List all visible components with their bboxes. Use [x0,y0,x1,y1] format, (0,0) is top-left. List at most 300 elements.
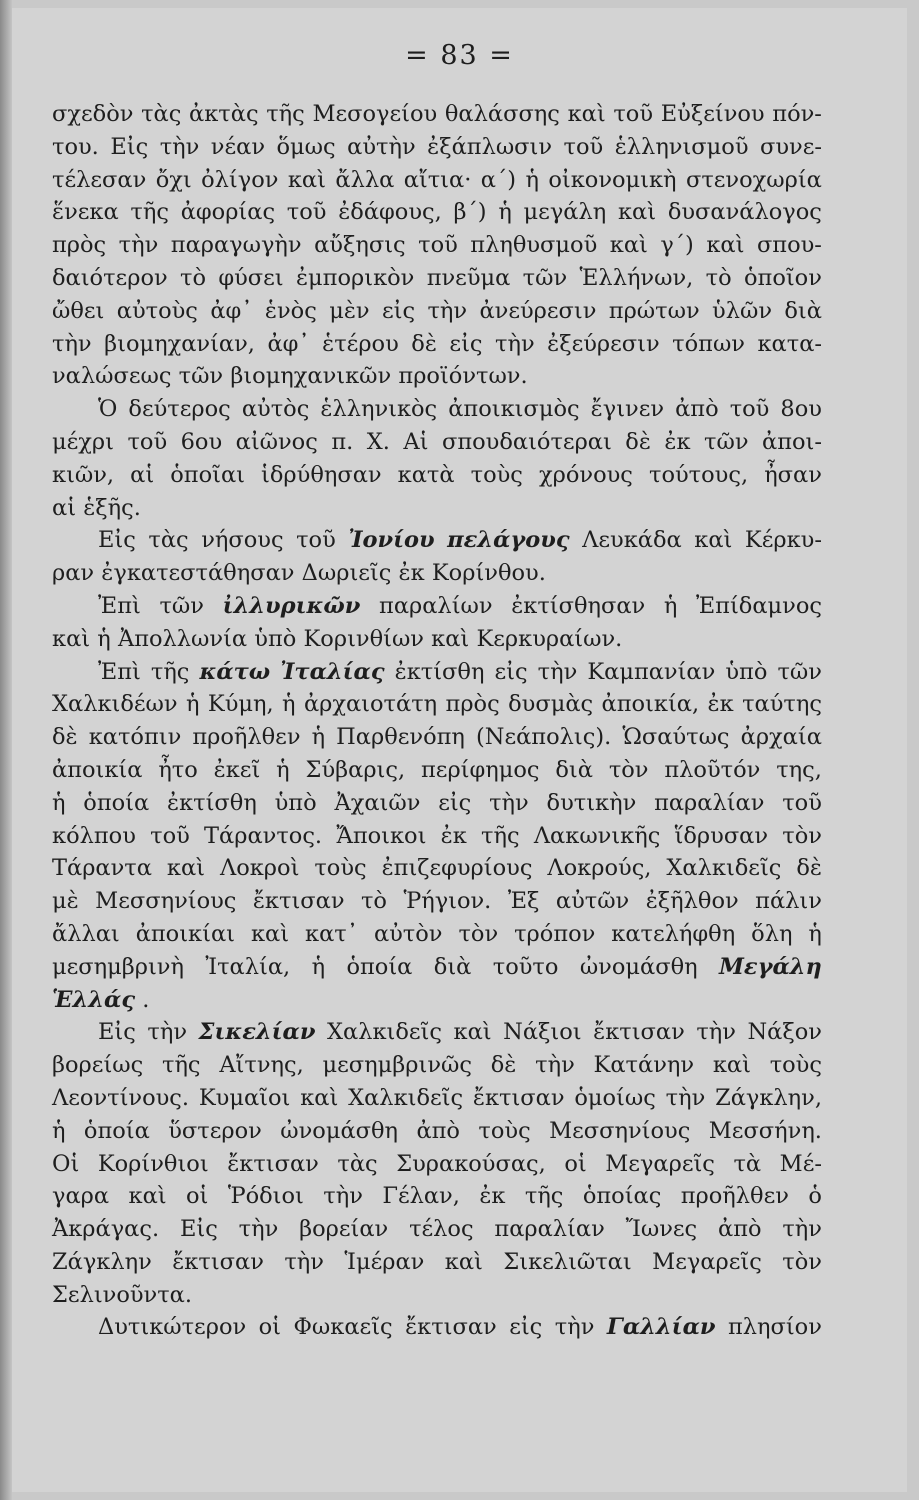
word: Τάραντος. [204,822,323,849]
word: ὤθει [52,297,105,324]
text-line [52,1213,822,1246]
word: Γέλαν, [382,1183,460,1210]
word: Αἴτνης, [219,1052,304,1079]
word: τούτους, [649,461,749,488]
page-binding-shadow [0,0,12,1500]
word: Μέ- [779,1150,822,1177]
word: τὸν [782,1248,822,1275]
text-line [52,1180,822,1213]
word: Σύβαρις, [305,756,406,783]
word: τὰς [141,101,182,127]
word: βορείως [52,1052,144,1079]
word: ὠνομάσθη [280,1117,399,1144]
word: ἐκεῖ [213,756,261,783]
word: ἐκ [440,822,467,849]
word: ἄλλα [335,166,395,193]
word: Αἱ [403,428,429,455]
word: πρώτων [608,297,700,324]
word: εἰς [509,1314,543,1341]
word: Ῥήγιον. [403,888,492,915]
word: καὶ [617,199,657,226]
word: καὶ [287,166,326,193]
word: Ἑλλήνων, [579,264,694,291]
word: τρόπον [514,920,596,947]
word: οἱ [258,1314,282,1341]
word: ἡ [52,1117,66,1144]
word: ἐξῆλθον [645,888,739,915]
word: τόπων [672,330,745,357]
word: διὰ [784,297,822,324]
word: ἱδρύθησαν [261,461,382,488]
word: σπου- [756,232,822,259]
word: ἦτο [158,756,198,783]
word: κατόπιν [88,724,182,751]
word: ἄλλαι [52,920,120,947]
word: τὸν [608,756,649,783]
word: ὑλῶν [712,297,772,324]
word: Συρακούσας, [396,1150,546,1177]
word: τῶν [178,363,224,390]
word: ὁποία [83,789,150,816]
word: ἔκτισαν [172,1248,264,1275]
word: τοῦ [782,789,822,816]
word: τὴν [696,1019,736,1046]
text-line [52,131,822,164]
word: Λοκροὶ [219,855,300,882]
word: αὔξησις [314,232,406,259]
word: Μεγαρεῖς [652,1248,762,1275]
word: τῆς [130,199,169,226]
word: ἡ [311,724,326,751]
word: καὶ [52,625,91,652]
text-line [52,656,822,689]
word: τῆς [524,1183,564,1210]
word: Ὡσαύτως [622,724,730,751]
word: δυτικὴν [546,789,637,816]
word: Κατάνην [593,1052,695,1079]
word: τοῦ [127,428,168,455]
word: Λακωνικῆς [533,822,661,849]
word: δὲ [796,855,822,882]
word: καὶ [453,1019,492,1046]
word: ἑξῆς. [83,494,141,521]
word: ἀφ᾽ [267,330,310,357]
emphasized-word: Ἑλλάς [52,986,136,1013]
word: Χαλκιδεῖς [348,1084,464,1111]
word: δεύτερος [128,396,231,423]
word: Ἐπὶ [98,658,141,685]
text-line [52,754,822,787]
word: Δωριεῖς [301,560,392,587]
word: μεγάλη [523,199,607,226]
word: αἴτια· [403,166,472,193]
word: Ἐπὶ [98,592,141,619]
text-line [52,1016,822,1049]
word: Ζάγκλην [52,1248,152,1275]
word: ἐξάπλωσιν [427,133,553,160]
word: τῆς [481,822,520,849]
word: Ῥόδιοι [227,1183,304,1210]
word: ὁποῖαι [170,461,245,488]
word: τῶν [704,428,749,455]
word: ἀπὸ [675,396,719,423]
word: ἡ [498,199,512,226]
word: ἑτέρου [322,330,399,357]
word: δὲ [625,428,651,455]
word: αὐτὸς [241,396,310,423]
word: Ζάγκλην, [715,1084,822,1111]
word: Ἰταλία, [205,953,291,980]
word: κατελήφθη [611,920,736,947]
word: τὸ [360,888,387,915]
emphasized-word: κάτω [199,658,271,685]
text-line [52,721,822,754]
word: τῶν [522,264,568,291]
word: του. [52,133,99,160]
word: καὶ [128,1183,167,1210]
word: Τάραντα [52,855,152,882]
word: Ἀπολλωνία [117,625,248,652]
word: μὲ [52,888,79,915]
text-line [52,98,822,131]
word: 8ου [780,396,822,423]
word: εἰς [438,789,472,816]
word: τὰς [148,527,189,554]
word: γαρα [52,1183,110,1210]
word: τοὺς [769,1052,822,1079]
word: (Νεάπολις). [475,724,612,751]
word: ἐκ [479,1183,506,1210]
word: ὁμοίως [574,1084,656,1111]
word: ὑπὸ [254,625,297,652]
word: ἐξεύρεσιν [547,330,660,357]
word: τέλος [409,1216,474,1243]
word: Ἐξ [507,888,540,915]
text-line [52,688,822,721]
text-line [52,984,822,1017]
word: Ἐπίδαμνος [695,592,822,619]
word: καὶ [444,1248,483,1275]
word: κατ᾽ [305,920,358,947]
word: τὰς [337,1150,378,1177]
text-line [52,1279,822,1312]
word: Λεοντίνους. [52,1084,190,1111]
word: αὐτὴν [347,133,416,160]
word: καὶ [166,855,205,882]
word: σπουδαιότεραι [441,428,612,455]
word: ἐκ [398,560,425,587]
word: τὴν [489,789,529,816]
word: Μεσσήνη. [708,1117,822,1144]
word: τοῦ [286,199,327,226]
text-line [52,328,822,361]
word: μὲν [329,297,370,324]
word: ὁποία [346,953,413,980]
word: τῶν [777,658,822,685]
word: ἔκτισαν [593,1019,685,1046]
emphasized-word: Γαλλίαν [606,1314,716,1341]
text-line [52,393,822,426]
word: τὴν [323,1183,363,1210]
word: πόν- [772,101,822,127]
word: Λευκάδα [582,527,682,554]
word: Εὐξείνου [660,101,765,127]
word: θαλάσσης [444,101,560,127]
word: ραν [52,560,95,587]
word: Κυμαῖοι [198,1084,291,1111]
emphasized-word: Ἰταλίας [280,658,385,685]
word: ὑπὸ [725,658,768,685]
word: ἀποικίαι [135,920,235,947]
word: στενοχωρία [685,166,822,193]
word: οἱ [564,1150,587,1177]
text-line [52,426,822,459]
word: πρὸς [52,232,107,259]
word: ἐμπορικὸν [295,264,415,291]
word: ἵδρυσαν [674,822,769,849]
word: πλοῦτόν [664,756,761,783]
word: ἔκτισαν [227,1150,319,1177]
word: τοῦ [418,232,458,259]
word: ἔκτισαν [252,888,345,915]
word: Νάξον [747,1019,822,1046]
word: ἦσαν [764,461,822,488]
word: Καμπανίαν [587,658,716,685]
word: οἰκονομικὴ [548,166,677,193]
word: ὁποία [83,1117,150,1144]
word: βορείαν [299,1216,389,1243]
word: Εἰς [98,1019,136,1046]
word: καὶ [694,527,733,554]
text-line [52,492,822,525]
word: διὰ [433,953,472,980]
word: ἡ [525,166,539,193]
word: Κερκυραίων. [476,625,623,652]
word: παραλίαν [494,1216,605,1243]
word: ἀποικία [52,756,143,783]
word: καὶ [300,1084,339,1111]
word: δὲ [52,724,78,751]
word: διὰ [555,756,593,783]
word: νέαν [210,133,266,160]
word: πνεῦμα [426,264,511,291]
word: παραγωγὴν [170,232,302,259]
word: Μεσογείου [312,101,438,127]
word: ἡ [276,756,290,783]
word: Ἄποικοι [336,822,427,849]
word: αἰῶνος [235,428,318,455]
word: Κύμη, [207,691,274,718]
word: ἡ [663,592,678,619]
word: προϊόντων. [398,363,528,390]
word: δὲ [490,1052,517,1079]
word: κατα- [757,330,822,357]
word: α΄) [480,166,517,193]
word: Κορίνθιοι [97,1150,209,1177]
word: π. [331,428,354,455]
word: ἡ [808,920,822,947]
word: Παρθενόπη [336,724,465,751]
text-line [52,852,822,885]
word: τοὺς [470,461,523,488]
word: ἀποι- [762,428,822,455]
word: Δυτικώτερον [98,1314,247,1341]
word: τὸ [705,264,732,291]
text-line [52,885,822,918]
word: 6ου [180,428,223,455]
word: παραλίων [379,592,493,619]
word: τοῦ [613,101,654,127]
word: χρόνους [539,461,633,488]
word: τὴν [52,330,92,357]
text-line [52,623,822,656]
word: Χ. [366,428,390,455]
word: Ἀκράγας. [52,1216,160,1243]
word: ἐδάφους, [338,199,442,226]
text-line [52,590,822,623]
word: τῆς [162,1052,201,1079]
word: οἱ [186,1183,209,1210]
word: Μεγαρεῖς [605,1150,715,1177]
text-line [52,557,822,590]
word: πάλιν [755,888,822,915]
word: ὅμως [276,133,336,160]
word: ἀφορίας [180,199,276,226]
word: ἐπιζεφυρίους [381,855,533,882]
word: εἰς [449,330,483,357]
word: μεσημβρινῶς [322,1052,472,1079]
word: ναλώσεως [52,363,172,390]
word: ἑνὸς [264,297,317,324]
text-line [52,360,822,393]
word: ὑπὸ [274,789,317,816]
word: τοῦ [563,133,604,160]
word: βιομηχανίαν, [104,330,255,357]
word: τοῦτο [492,953,559,980]
word: ὠνομάσθη [579,953,698,980]
text-line [52,1246,822,1279]
word: αὐτῶν [555,888,630,915]
word: δαιότερον [52,264,168,291]
word: κόλπου [52,822,136,849]
word: καὶ [567,101,606,127]
word: της, [776,756,822,783]
text-line [52,524,822,557]
word: αἱ [130,461,155,488]
word: ἀποικισμὸς [448,396,580,423]
word: νήσους [201,527,284,554]
emphasized-word: ἰλλυρικῶν [222,592,361,619]
text-line [52,1148,822,1181]
word: σχεδὸν [52,101,134,127]
word: ἀρχαία [740,724,822,751]
word: πληθυσμοῦ [470,232,598,259]
word: ἔγινεν [590,396,665,423]
word: Εἰς [179,1216,218,1243]
word: Χαλκιδέων [52,691,178,718]
text-line [52,918,822,951]
word: τοῦ [150,822,190,849]
text-line [52,951,822,984]
word: προῆλθεν [680,1183,789,1210]
body-text [52,98,822,1344]
word: ἡ [186,691,200,718]
text-line [52,820,822,853]
word: ἐκτίσθη [394,658,485,685]
word: ἡ [52,789,66,816]
word: Μεσσηνίους [95,888,237,915]
word: ἀποικία, [601,691,700,718]
word: αἱ [52,494,77,521]
word: Φωκαεῖς [293,1314,393,1341]
page-number: = 83 = [405,40,514,71]
word: τῆς [150,658,190,685]
word: τὴν [118,232,159,259]
word: δυσανάλογος [667,199,822,226]
word: Νάξιοι [503,1019,582,1046]
word: τῶν [159,592,204,619]
word: τὸν [458,920,499,947]
word: Ἱμέραν [344,1248,425,1275]
word: καὶ [431,625,470,652]
word: καὶ [609,232,648,259]
word: ἀπὸ [416,1117,460,1144]
word: ἐκ [664,428,691,455]
word: δὲ [411,330,437,357]
word: ἀρχαιοτάτη [303,691,438,718]
word: Ἀχαιῶν [334,789,421,816]
word: Λοκρούς, [547,855,652,882]
word: ὅλη [751,920,793,947]
text-line [52,164,822,197]
word: Χαλκιδεῖς [666,855,782,882]
word: ἐγκατεστάθησαν [101,560,295,587]
word: ὀλίγον [201,166,279,193]
word: ἡ [311,953,326,980]
text-line [52,1049,822,1082]
word: φύσει [218,264,284,291]
word: Ὁ [98,396,118,423]
word: . [142,986,150,1013]
word: κιῶν, [52,461,115,488]
word: Κορίνθου. [431,560,546,587]
text-line [52,787,822,820]
word: τὴν [495,330,535,357]
word: καὶ [250,920,290,947]
word: βιομηχανικῶν [230,363,392,390]
word: ἀκτὰς [189,101,259,127]
word: ἑλληνικὸς [320,396,438,423]
word: αὐτὸν [373,920,443,947]
word: Μεσσηνίους [549,1117,691,1144]
word: τὴν [147,1019,187,1046]
word: πρὸς [445,691,500,718]
word: εἰς [381,297,416,324]
word: τὸ [180,264,207,291]
word: ὁποῖον [743,264,822,291]
word: τὴν [665,1084,706,1111]
word: καὶ [706,232,745,259]
word: β΄) [453,199,487,226]
word: τὴν [284,1248,324,1275]
word: καὶ [712,1052,751,1079]
word: Σικελιῶται [503,1248,632,1275]
word: Οἱ [52,1150,80,1177]
text-line [52,1082,822,1115]
word: Χαλκιδεῖς [327,1019,442,1046]
word: τὴν [537,658,578,685]
word: ἕνεκα [52,199,119,226]
